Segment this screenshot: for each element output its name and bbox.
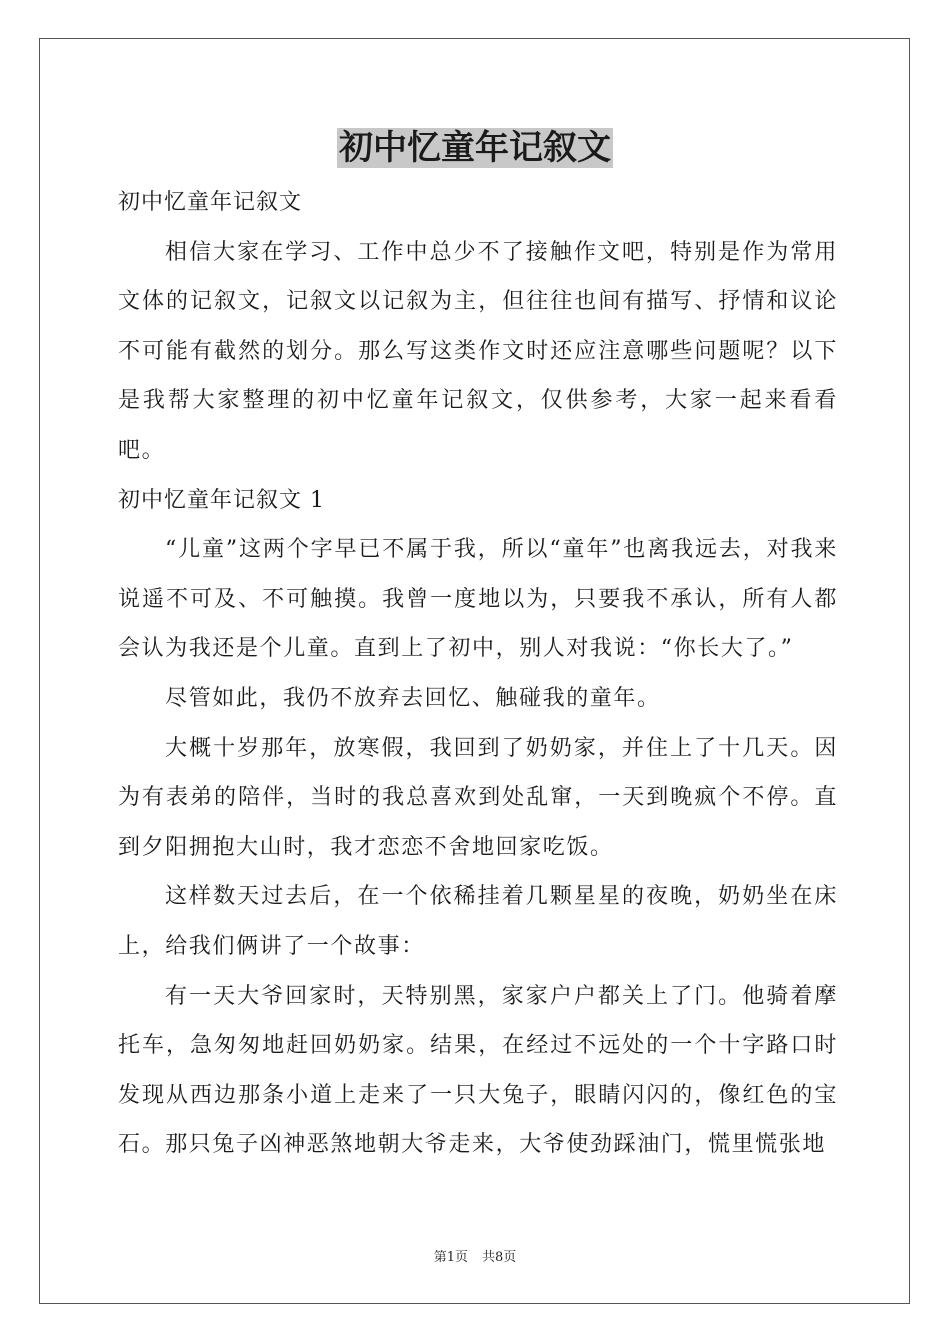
page-footer: [0, 1246, 950, 1265]
document-body: [118, 178, 838, 1170]
body-paragraph-3: 大概十岁那年，放寒假，我回到了奶奶家，并住上了十几天。因为有表弟的陪伴，当时的我总喜欢到处乱窜，一天到晚疯个不停。直到夕阳拥抱大山时，我才恋恋不舍地回家吃饭。: [118, 735, 838, 860]
page-number: 第1页: [433, 1250, 468, 1265]
body-paragraph-2: 尽管如此，我仍不放弃去回忆、触碰我的童年。: [165, 685, 661, 711]
document-title-text: 初中忆童年记叙文: [339, 128, 611, 168]
document-subtitle: 初中忆童年记叙文: [118, 190, 303, 215]
document-title: [0, 126, 950, 170]
body-paragraph-5: 有一天大爷回家时，天特别黑，家家户户都关上了门。他骑着摩托车，急匆匆地赶回奶奶家。结果，在经过不远处的一个十字路口时发现从西边那条小道上走来了一只大兔子，眼睛闪闪的，像红色的宝石。那只兔子凶神恶煞地朝大爷走来，大爷使劲踩油门，慌里慌张地: [118, 983, 838, 1158]
body-paragraph-4: 这样数天过去后，在一个依稀挂着几颗星星的夜晚，奶奶坐在床上，给我们俩讲了一个故事：: [118, 884, 838, 959]
body-paragraph-1: “儿童”这两个字早已不属于我，所以“童年”也离我远去，对我来说遥不可及、不可触摸。我曾一度地以为，只要我不承认，所有人都会认为我还是个儿童。直到上了初中，别人对我说：“你长大了。”: [118, 537, 838, 662]
page-total: 共8页: [482, 1250, 517, 1265]
section-heading: 初中忆童年记叙文 1: [118, 487, 325, 513]
intro-paragraph: 相信大家在学习、工作中总少不了接触作文吧，特别是作为常用文体的记叙文，记叙文以记叙为主，但往往也间有描写、抒情和议论不可能有截然的划分。那么写这类作文时还应注意哪些问题呢？以下是我帮大家整理的初中忆童年记叙文，仅供参考，大家一起来看看吧。: [118, 239, 838, 463]
